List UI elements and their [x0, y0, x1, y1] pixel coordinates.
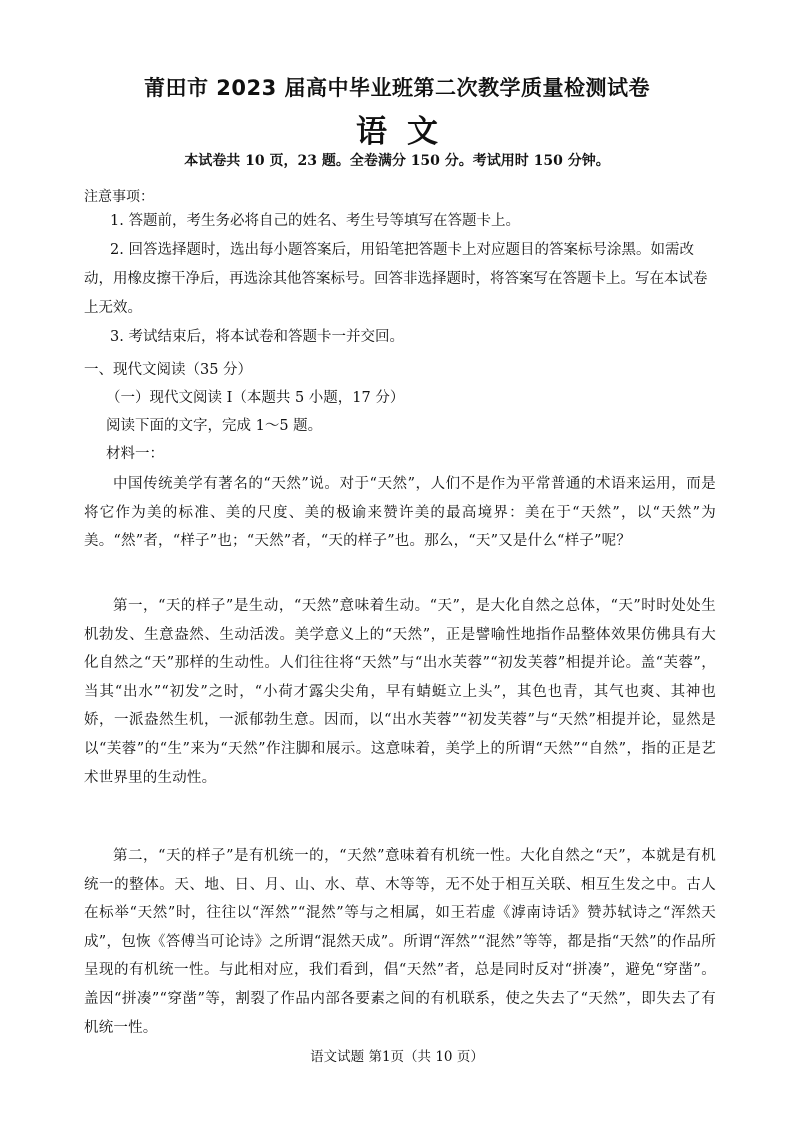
- subject-title: 语文: [356, 114, 458, 150]
- reading-instruction: 阅读下面的文字，完成 1～5 题。: [106, 418, 323, 434]
- page-footer: 语文试题 第1页（共 10 页）: [310, 1049, 484, 1065]
- notice-item-3: 3. 考试结束后，将本试卷和答题卡一并交回。: [110, 329, 404, 345]
- paragraph-1: 中国传统美学有著名的“天然”说。对于“天然”，人们不是作为平常普通的术语来运用，而是将它作为美的标准、美的尺度、美的极谕来赞许美的最高境界：美在于“天然”，以“天然”为美。“然”者，“样子”也；“天然”者，“天的样子”也。那么，“天”又是什么“样子”呢？: [84, 476, 716, 550]
- section-heading: 一、现代文阅读（35 分）: [84, 362, 253, 378]
- exam-info: 本试卷共 10 页，23 题。全卷满分 150 分。考试用时 150 分钟。: [184, 153, 610, 169]
- exam-title: 莆田市 2023 届高中毕业班第二次教学质量检测试卷: [143, 76, 651, 100]
- subsection-heading: （一）现代文阅读 I（本题共 5 小题，17 分）: [106, 390, 405, 406]
- paragraph-2: 第一，“天的样子”是生动，“天然”意味着生动。“天”，是大化自然之总体，“天”时时处处生机勃发、生意盎然、生动活泼。美学意义上的“天然”，正是譬喻性地指作品整体效果仿佛具有大化自然之“天”那样的生动性。人们往往将“天然”与“出水芙蓉”“初发芙蓉”相提并论。盖“芙蓉”，当其“出水”“初发”之时，“小荷才露尖尖角，早有蜻蜓立上头”，其色也青，其气也爽、其神也娇，一派盎然生机，一派郁勃生意。因而，以“出水芙蓉”“初发芙蓉”与“天然”相提并论，显然是以“芙蓉”的“生”来为“天然”作注脚和展示。这意味着，美学上的所谓“天然”“自然”，指的正是艺术世界里的生动性。: [84, 598, 716, 786]
- material-label: 材料一：: [106, 446, 164, 462]
- paragraph-3: 第二，“天的样子”是有机统一的，“天然”意味着有机统一性。大化自然之“天”，本就是有机统一的整体。天、地、日、月、山、水、草、木等等，无不处于相互关联、相互生发之中。古人在标举“天然”时，往往以“浑然”“混然”等与之相属，如王若虚《滹南诗话》赞苏轼诗之“浑然天成”，包恢《答傅当可论诗》之所谓“混然天成”。所谓“浑然”“混然”等等，都是指“天然”的作品所呈现的有机统一性。与此相对应，我们看到，倡“天然”者，总是同时反对“拼凑”，避免“穿凿”。盖因“拼凑”“穿凿”等，割裂了作品内部各要素之间的有机联系，使之失去了“天然”，即失去了有机统一性。: [84, 848, 716, 1036]
- notice-item-1: 1. 答题前，考生务必将自己的姓名、考生号等填写在答题卡上。: [110, 213, 520, 229]
- notice-heading: 注意事项：: [84, 189, 154, 205]
- notice-item-2: 2. 回答选择题时，选出每小题答案后，用铅笔把答题卡上对应题目的答案标号涂黑。如需改动，用橡皮擦干净后，再选涂其他答案标号。回答非选择题时，将答案写在答题卡上。写在本试卷上无效。: [84, 242, 708, 316]
